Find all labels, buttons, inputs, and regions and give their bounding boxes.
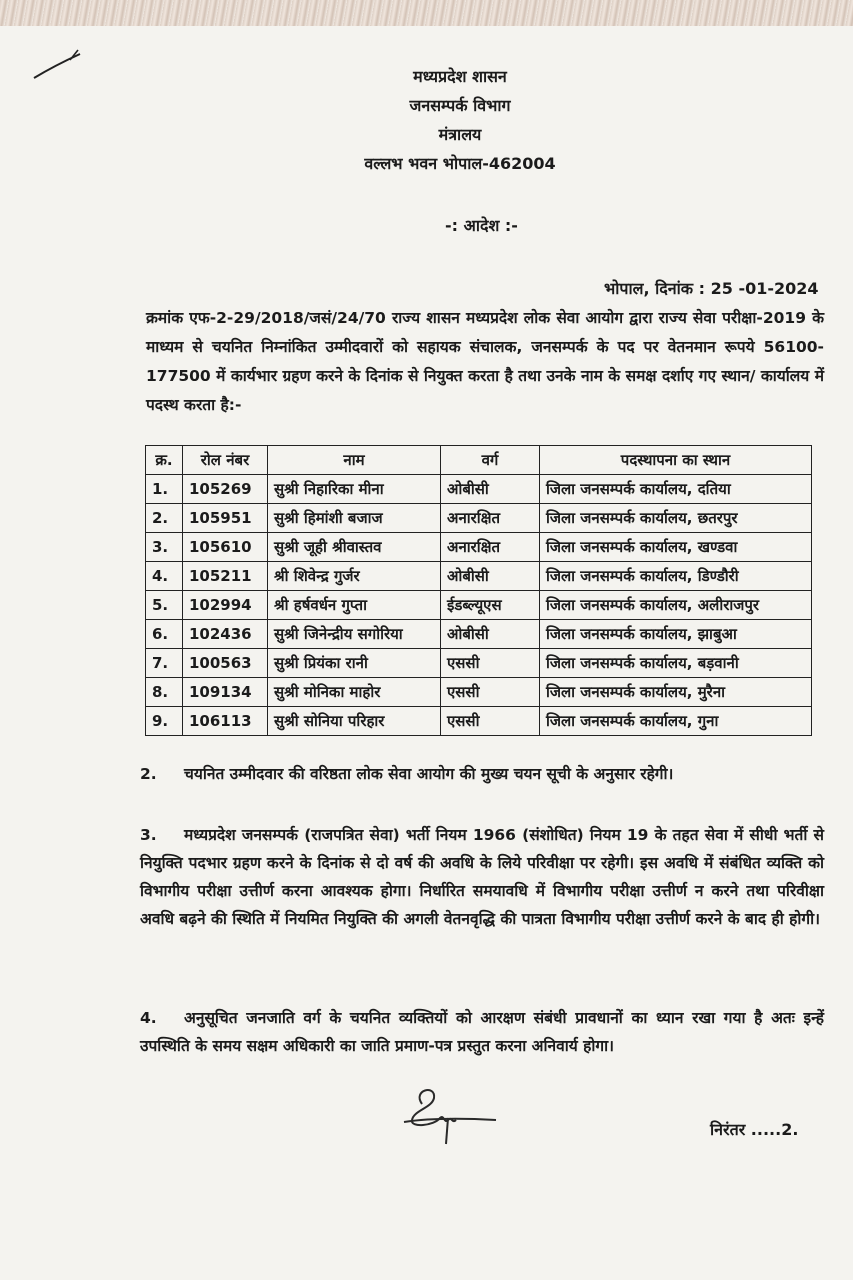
cell-serial: 9. <box>146 707 183 736</box>
signature-icon <box>400 1080 500 1146</box>
cell-roll-number: 109134 <box>183 678 268 707</box>
paragraph-2-number: 2. <box>140 765 157 783</box>
letterhead-department: जनसम्पर्क विभाग <box>409 96 511 115</box>
table-row <box>146 475 812 504</box>
cell-serial: 1. <box>146 475 183 504</box>
cell-roll-number: 102994 <box>183 591 268 620</box>
cell-posting-place: जिला जनसम्पर्क कार्यालय, खण्डवा <box>540 533 812 562</box>
cell-name: श्री शिवेन्द्र गुर्जर <box>268 562 441 591</box>
cell-category: ओबीसी <box>441 562 540 591</box>
cell-posting-place: जिला जनसम्पर्क कार्यालय, दतिया <box>540 475 812 504</box>
cell-roll-number: 102436 <box>183 620 268 649</box>
cell-roll-number: 105610 <box>183 533 268 562</box>
paragraph-2 <box>140 760 824 788</box>
cell-category: अनारक्षित <box>441 533 540 562</box>
header-serial: क्र. <box>146 446 183 475</box>
header-roll-number: रोल नंबर <box>183 446 268 475</box>
letterhead-government: मध्यप्रदेश शासन <box>413 67 507 86</box>
table-row <box>146 533 812 562</box>
table-row <box>146 707 812 736</box>
cell-category: ओबीसी <box>441 620 540 649</box>
cell-serial: 6. <box>146 620 183 649</box>
table-row <box>146 562 812 591</box>
cell-name: सुश्री हिमांशी बजाज <box>268 504 441 533</box>
order-title: -: आदेश :- <box>445 216 518 235</box>
cell-name: श्री हर्षवर्धन गुप्ता <box>268 591 441 620</box>
date-line: भोपाल, दिनांक : 25 -01-2024 <box>604 279 819 298</box>
cell-category: एससी <box>441 678 540 707</box>
cell-roll-number: 105211 <box>183 562 268 591</box>
cell-name: सुश्री प्रियंका रानी <box>268 649 441 678</box>
cell-name: सुश्री जूही श्रीवास्तव <box>268 533 441 562</box>
table-row <box>146 649 812 678</box>
header-category: वर्ग <box>441 446 540 475</box>
cell-name: सुश्री जिनेन्द्रीय सगोरिया <box>268 620 441 649</box>
paragraph-3-text: मध्यप्रदेश जनसम्पर्क (राजपत्रित सेवा) भर्ती नियम 1966 (संशोधित) नियम 19 के तहत सेवा में सीधी भर्ती से नियुक्ति पदभार ग्रहण करने के दिनांक से दो वर्ष की अवधि के लिये परिवीक्षा पर रहेगी। इस अवधि में संबंधित व्यक्ति को विभागीय परीक्षा उत्तीर्ण करना आवश्यक होगा। निर्धारित समयावधि में विभागीय परीक्षा उत्तीर्ण न करने तथा परिवीक्षा अवधि बढ़ने की स्थिति में नियमित नियुक्ति की अगली वेतनवृद्धि की पात्रता विभागीय परीक्षा उत्तीर्ण करने के बाद ही होगी। <box>140 826 824 928</box>
cell-roll-number: 106113 <box>183 707 268 736</box>
cell-name: सुश्री मोनिका माहोर <box>268 678 441 707</box>
cell-roll-number: 100563 <box>183 649 268 678</box>
cell-category: ओबीसी <box>441 475 540 504</box>
cell-category: एससी <box>441 707 540 736</box>
cell-posting-place: जिला जनसम्पर्क कार्यालय, गुना <box>540 707 812 736</box>
cell-serial: 7. <box>146 649 183 678</box>
cell-posting-place: जिला जनसम्पर्क कार्यालय, झाबुआ <box>540 620 812 649</box>
cell-roll-number: 105269 <box>183 475 268 504</box>
paragraph-4-text: अनुसूचित जनजाति वर्ग के चयनित व्यक्तियों को आरक्षण संबंधी प्रावधानों का ध्यान रखा गया है अतः इन्हें उपस्थिति के समय सक्षम अधिकारी का जाति प्रमाण-पत्र प्रस्तुत करना अनिवार्य होगा। <box>140 1009 824 1055</box>
cell-posting-place: जिला जनसम्पर्क कार्यालय, अलीराजपुर <box>540 591 812 620</box>
letterhead <box>260 62 660 178</box>
table-row <box>146 591 812 620</box>
order-intro-paragraph: क्रमांक एफ-2-29/2018/जसं/24/70 राज्य शासन मध्यप्रदेश लोक सेवा आयोग द्वारा राज्य सेवा परीक्षा-2019 के माध्यम से चयनित निम्नांकित उम्मीदवारों को सहायक संचालक, जनसम्पर्क के पद पर वेतनमान रूपये 56100-177500 में कार्यभार ग्रहण करने के दिनांक से नियुक्त करता है तथा उनके नाम के समक्ष दर्शाए गए स्थान/ कार्यालय में पदस्थ करता है:- <box>146 309 824 414</box>
cell-posting-place: जिला जनसम्पर्क कार्यालय, डिण्डौरी <box>540 562 812 591</box>
cell-serial: 3. <box>146 533 183 562</box>
cell-category: एससी <box>441 649 540 678</box>
paragraph-2-text: चयनित उम्मीदवार की वरिष्ठता लोक सेवा आयोग की मुख्य चयन सूची के अनुसार रहेगी। <box>184 765 674 783</box>
cell-serial: 2. <box>146 504 183 533</box>
paragraph-4-number: 4. <box>140 1009 157 1027</box>
table-row <box>146 678 812 707</box>
cell-serial: 4. <box>146 562 183 591</box>
paragraph-3 <box>140 821 824 933</box>
cell-posting-place: जिला जनसम्पर्क कार्यालय, मुरैना <box>540 678 812 707</box>
paragraph-4 <box>140 1004 824 1060</box>
continuation-note: निरंतर .....2. <box>710 1120 799 1139</box>
pen-tick-mark-icon <box>30 48 90 88</box>
cell-posting-place: जिला जनसम्पर्क कार्यालय, बड़वानी <box>540 649 812 678</box>
cell-serial: 5. <box>146 591 183 620</box>
cell-name: सुश्री निहारिका मीना <box>268 475 441 504</box>
cell-serial: 8. <box>146 678 183 707</box>
table-row <box>146 620 812 649</box>
header-posting-place: पदस्थापना का स्थान <box>540 446 812 475</box>
cell-category: अनारक्षित <box>441 504 540 533</box>
cell-name: सुश्री सोनिया परिहार <box>268 707 441 736</box>
letterhead-ministry: मंत्रालय <box>438 125 482 144</box>
table-row <box>146 504 812 533</box>
cell-posting-place: जिला जनसम्पर्क कार्यालय, छतरपुर <box>540 504 812 533</box>
paragraph-3-number: 3. <box>140 826 157 844</box>
cell-category: ईडब्ल्यूएस <box>441 591 540 620</box>
cell-roll-number: 105951 <box>183 504 268 533</box>
letterhead-address: वल्लभ भवन भोपाल-462004 <box>364 154 556 173</box>
header-name: नाम <box>268 446 441 475</box>
appointment-table <box>145 445 812 736</box>
table-header-row <box>146 446 812 475</box>
